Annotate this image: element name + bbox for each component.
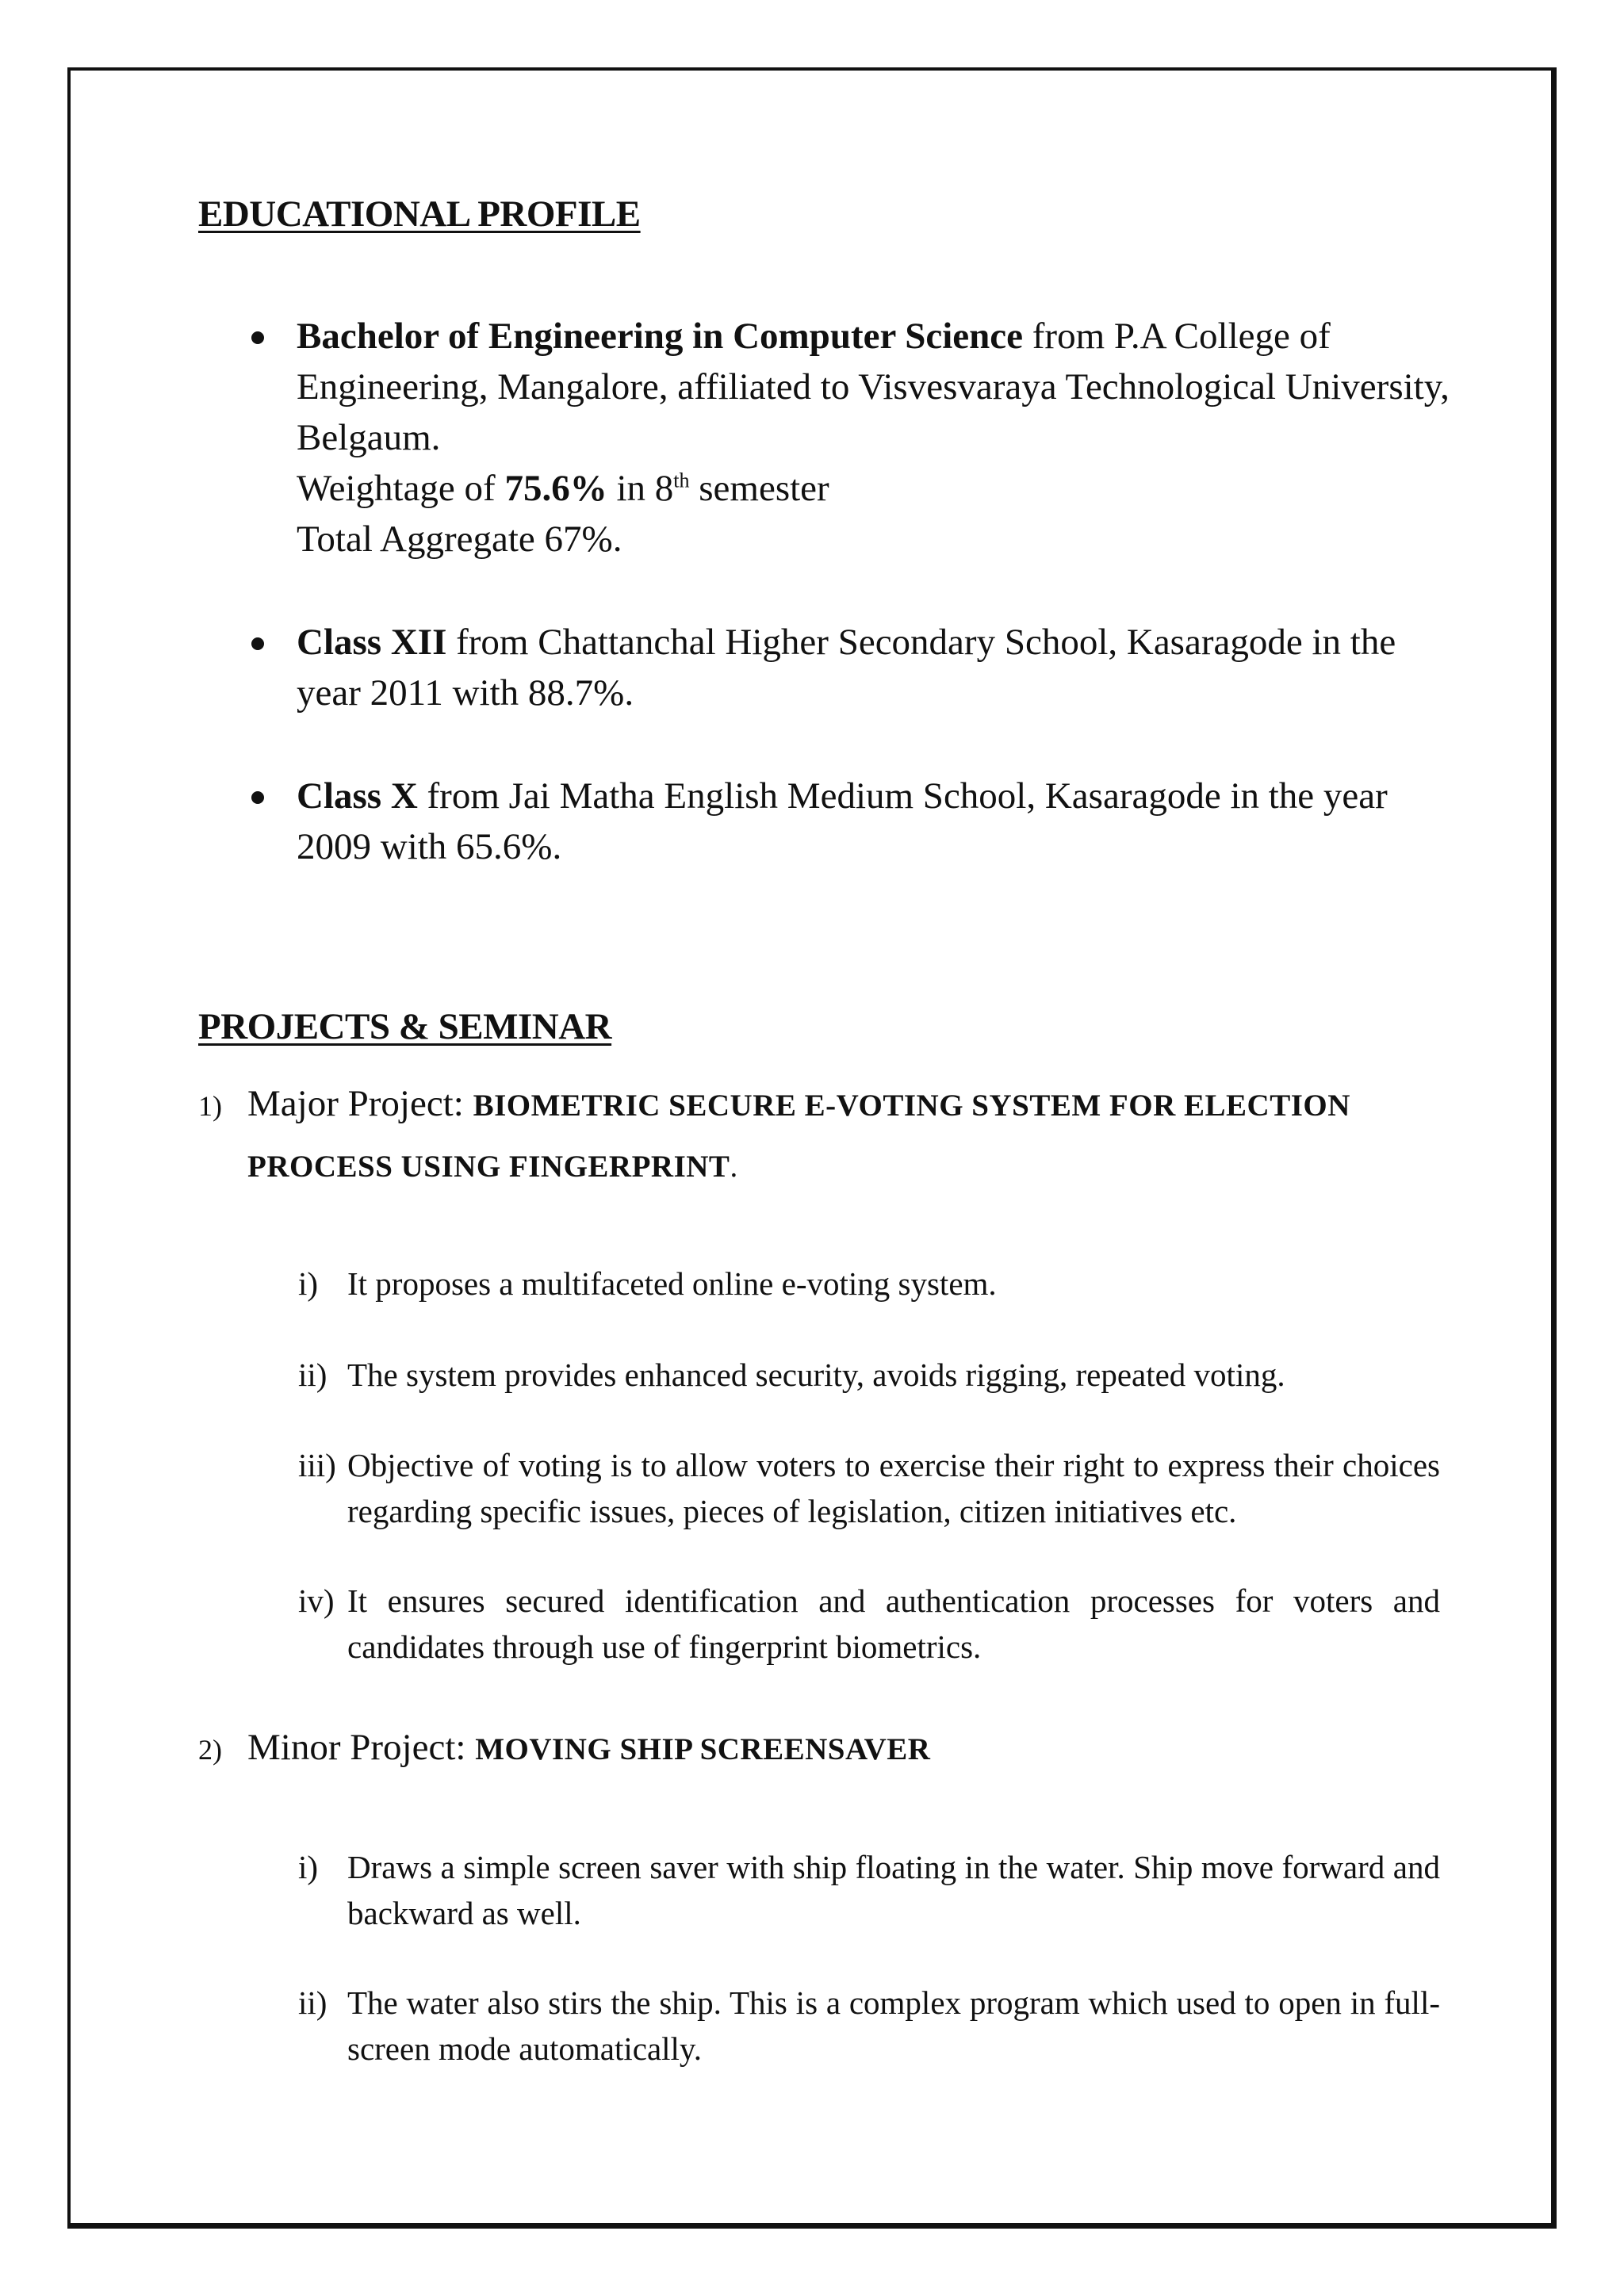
point-text: Draws a simple screen saver with ship floating in the water. Ship move forward and backward as well. <box>347 1849 1440 1931</box>
weightage-value: 75.6% <box>504 468 607 509</box>
class-xii-title: Class XII <box>297 622 447 663</box>
point-label: iii) <box>298 1447 336 1483</box>
major-project-label: Major Project <box>247 1083 454 1124</box>
point-text: The water also stirs the ship. This is a complex program which used to open in full-screen mode automatically. <box>347 1984 1440 2067</box>
degree-detail: from P.A College of Engineering, Mangalore, affiliated to Visvesvaraya Technological University, Belgaum. <box>297 316 1450 458</box>
weightage-suffix: semester <box>689 468 829 509</box>
bullet-icon <box>251 637 264 650</box>
point-label: ii) <box>298 1984 327 2021</box>
class-x-detail: from Jai Matha English Medium School, Kasaragode in the year 2009 with 65.6%. <box>297 775 1388 867</box>
major-project-colon: : <box>453 1083 473 1124</box>
weightage-prefix: Weightage of <box>297 468 505 509</box>
major-project-title-continued <box>247 1143 738 1191</box>
education-item-text <box>297 771 1454 872</box>
point-label: i) <box>298 1265 319 1302</box>
point-text: The system provides enhanced security, avoids rigging, repeated voting. <box>347 1357 1285 1393</box>
education-item-text <box>297 617 1454 718</box>
minor-project-colon: : <box>455 1727 476 1768</box>
major-project-title: BIOMETRIC SECURE E-VOTING SYSTEM FOR ELECTION <box>473 1089 1350 1123</box>
point-text: It ensures secured identification and authentication processes for voters and candidates through use of fingerprint biometrics. <box>347 1582 1440 1665</box>
total-aggregate: Total Aggregate 67%. <box>297 519 622 560</box>
point-label: ii) <box>298 1357 327 1393</box>
point-label: iv) <box>298 1582 335 1619</box>
weightage-sup: th <box>673 469 690 492</box>
weightage-mid: in 8 <box>607 468 674 509</box>
point-text: Objective of voting is to allow voters to exercise their right to express their choices regarding specific issues, pieces of legislation, citizen initiatives etc. <box>347 1447 1440 1529</box>
major-project-title-line2: PROCESS USING FINGERPRINT <box>247 1150 730 1184</box>
minor-project-number: 2) <box>198 1734 222 1766</box>
major-project-number: 1) <box>198 1090 222 1122</box>
class-xii-detail: from Chattanchal Higher Secondary School, Kasaragode in the year 2011 with 88.7%. <box>297 622 1396 714</box>
educational-profile-heading: EDUCATIONAL PROFILE <box>198 193 641 235</box>
bullet-icon <box>251 791 264 804</box>
point-text: It proposes a multifaceted online e-voting system. <box>347 1265 997 1302</box>
major-project-line <box>198 1080 1350 1130</box>
class-x-title: Class X <box>297 775 418 817</box>
bullet-icon <box>251 331 264 344</box>
education-item-text <box>297 311 1454 564</box>
minor-project-label: Minor Project <box>247 1727 456 1768</box>
minor-project-title: MOVING SHIP SCREENSAVER <box>475 1732 931 1766</box>
point-label: i) <box>298 1849 319 1885</box>
minor-project-line <box>198 1724 930 1774</box>
degree-title: Bachelor of Engineering in Computer Science <box>297 316 1024 357</box>
projects-seminar-heading: PROJECTS & SEMINAR <box>198 1006 612 1047</box>
major-project-title-end: . <box>730 1150 738 1184</box>
